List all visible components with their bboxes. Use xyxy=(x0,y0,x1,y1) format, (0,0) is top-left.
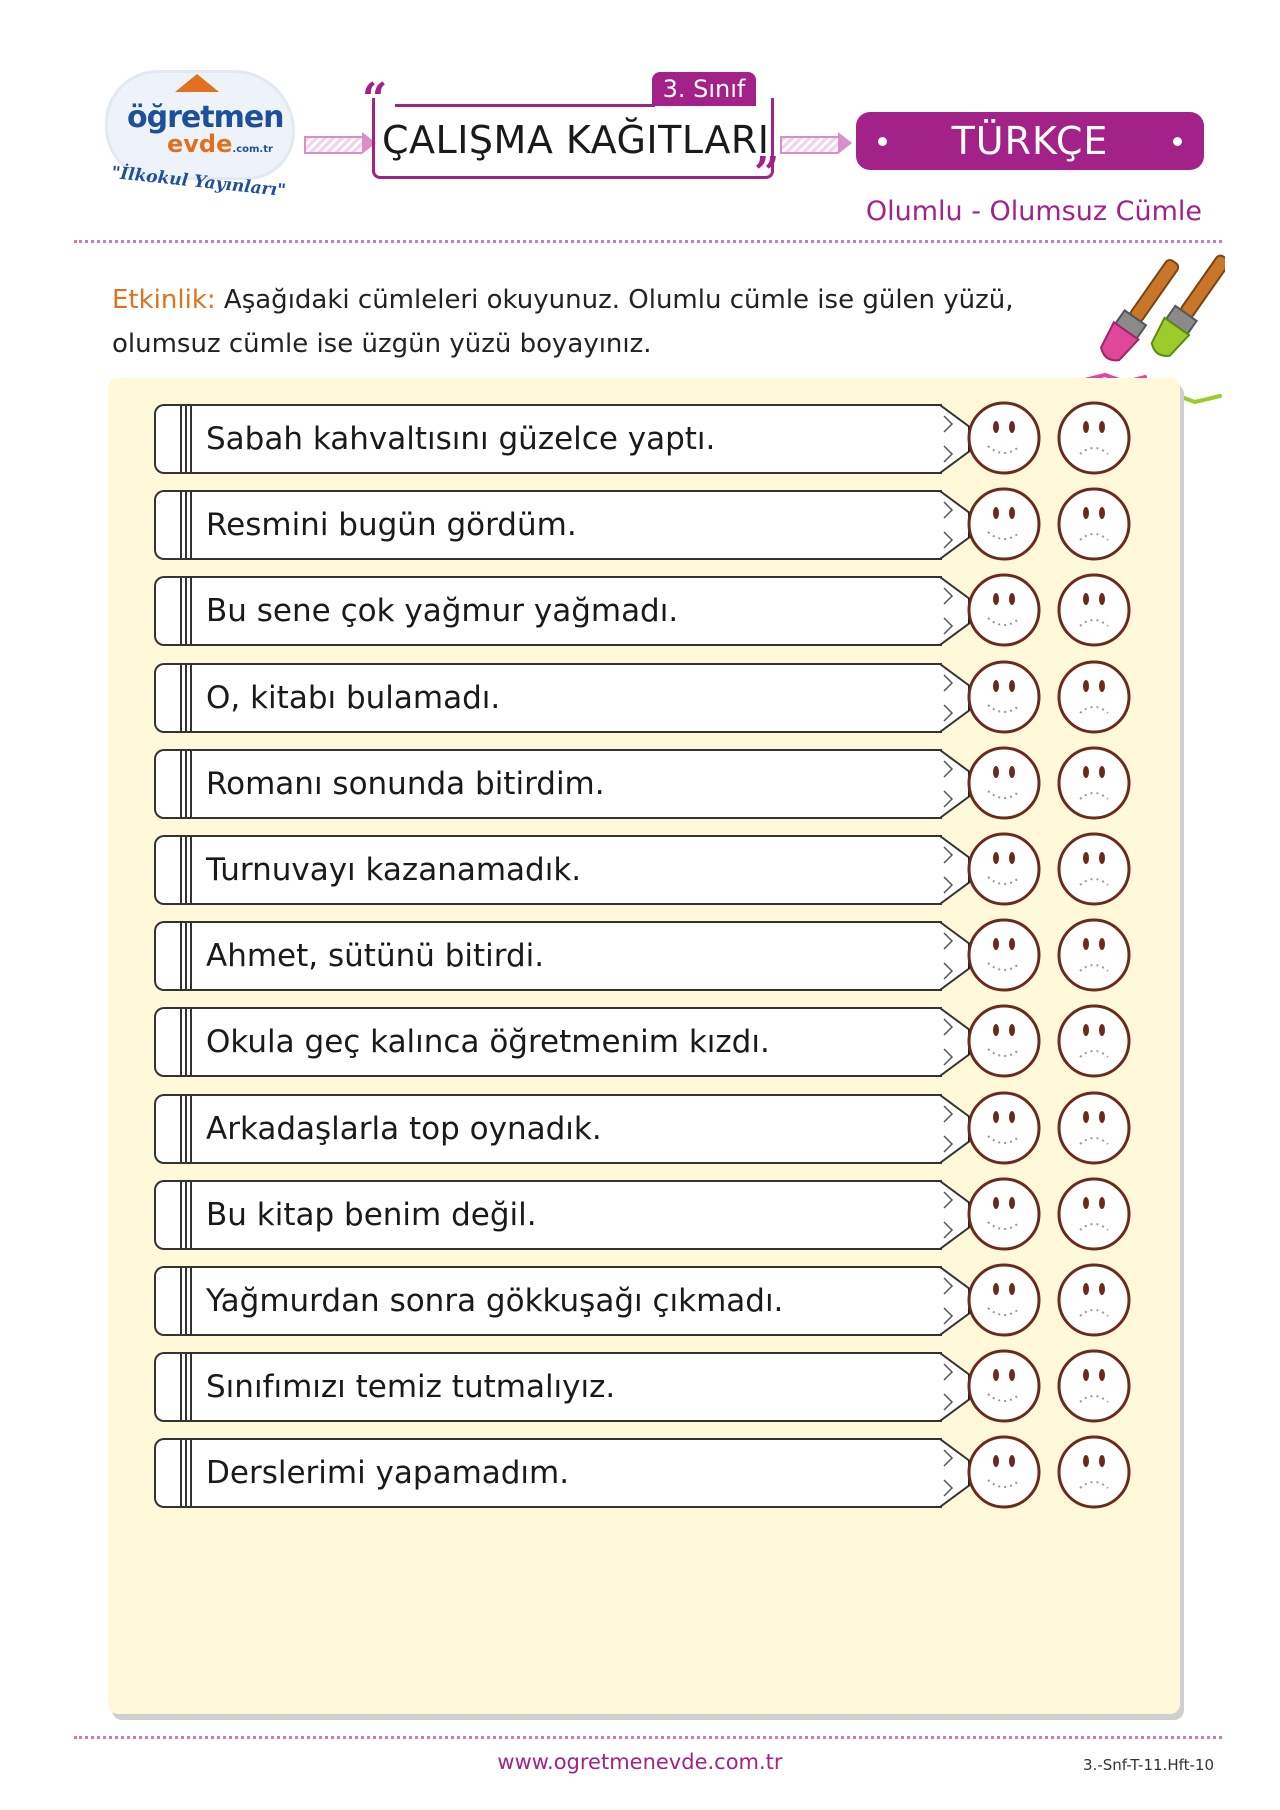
pencil-icon xyxy=(154,921,942,991)
activity-instruction xyxy=(112,278,1052,366)
pencil-icon xyxy=(154,576,942,646)
pencil-ferrule xyxy=(180,1096,192,1162)
pencil-icon xyxy=(154,404,942,474)
sad-face-icon[interactable] xyxy=(1056,1003,1132,1079)
pencil-ferrule xyxy=(180,1009,192,1075)
footer-divider xyxy=(74,1736,1222,1739)
pencil-icon xyxy=(154,1180,942,1250)
logo-brand-line1: öğretmen xyxy=(127,100,284,135)
pencil-ferrule xyxy=(180,837,192,903)
open-quote-icon: “ xyxy=(362,74,388,125)
sentence-text: O, kitabı bulamadı. xyxy=(206,679,501,716)
topic-title: Olumlu - Olumsuz Cümle xyxy=(865,196,1202,227)
page-title: ÇALIŞMA KAĞITLARI xyxy=(382,118,770,162)
sentence-row xyxy=(154,663,1134,739)
sad-face-icon[interactable] xyxy=(1056,917,1132,993)
sentence-text: Romanı sonunda bitirdim. xyxy=(206,765,605,802)
logo-domain-suffix: .com.tr xyxy=(232,144,273,155)
logo-house-roof-icon xyxy=(175,74,219,92)
pencil-icon xyxy=(154,1007,942,1077)
happy-face-icon[interactable] xyxy=(966,1003,1042,1079)
pencil-ferrule xyxy=(180,492,192,558)
sentence-text: Sabah kahvaltısını güzelce yaptı. xyxy=(206,421,716,457)
brand-logo xyxy=(105,60,305,210)
pencil-icon xyxy=(154,663,942,733)
sentence-text: Ahmet, sütünü bitirdi. xyxy=(206,938,545,975)
sentence-text: Resmini bugün gördüm. xyxy=(206,507,577,544)
sentence-row xyxy=(154,1007,1134,1083)
sad-face-icon[interactable] xyxy=(1056,1176,1132,1252)
header-divider xyxy=(74,240,1222,243)
sentence-text: Bu kitap benim değil. xyxy=(206,1196,537,1233)
sentence-text: Arkadaşlarla top oynadık. xyxy=(206,1110,602,1147)
pencil-ferrule xyxy=(180,751,192,817)
sad-face-icon[interactable] xyxy=(1056,400,1132,476)
sentence-text: Okula geç kalınca öğretmenim kızdı. xyxy=(206,1024,770,1061)
pencil-ferrule xyxy=(180,406,192,472)
pencil-icon xyxy=(154,1438,942,1508)
happy-face-icon[interactable] xyxy=(966,486,1042,562)
sentence-row xyxy=(154,1094,1134,1170)
pencil-ferrule xyxy=(180,1354,192,1420)
logo-brand-line2 xyxy=(167,130,273,158)
sad-face-icon[interactable] xyxy=(1056,572,1132,648)
sentence-row xyxy=(154,921,1134,997)
sentence-row xyxy=(154,404,1134,480)
happy-face-icon[interactable] xyxy=(966,1176,1042,1252)
pencil-ferrule xyxy=(180,1440,192,1506)
happy-face-icon[interactable] xyxy=(966,1262,1042,1338)
happy-face-icon[interactable] xyxy=(966,659,1042,735)
close-quote-icon: ” xyxy=(754,148,780,199)
happy-face-icon[interactable] xyxy=(966,400,1042,476)
pencil-icon xyxy=(154,1094,942,1164)
sentence-row xyxy=(154,749,1134,825)
pencil-icon xyxy=(154,835,942,905)
sentence-text: Yağmurdan sonra gökkuşağı çıkmadı. xyxy=(206,1283,784,1319)
logo-brand-line2-text: evde xyxy=(167,130,233,158)
sad-face-icon[interactable] xyxy=(1056,1262,1132,1338)
decorative-arrow-icon xyxy=(780,136,838,154)
pencil-icon xyxy=(154,1352,942,1422)
activity-label: Etkinlik: xyxy=(112,285,216,315)
footer-website: www.ogretmenevde.com.tr xyxy=(497,1750,783,1774)
sentence-row xyxy=(154,1180,1134,1256)
sad-face-icon[interactable] xyxy=(1056,745,1132,821)
sad-face-icon[interactable] xyxy=(1056,659,1132,735)
sad-face-icon[interactable] xyxy=(1056,831,1132,907)
sentence-text: Sınıfımızı temiz tutmalıyız. xyxy=(206,1369,616,1406)
pencil-icon xyxy=(154,749,942,819)
pencil-ferrule xyxy=(180,1182,192,1248)
footer-page-code: 3.-Snf-T-11.Hft-10 xyxy=(1083,1756,1214,1774)
sentence-row xyxy=(154,576,1134,652)
happy-face-icon[interactable] xyxy=(966,917,1042,993)
sad-face-icon[interactable] xyxy=(1056,1348,1132,1424)
decorative-arrow-icon xyxy=(304,136,362,154)
sentence-row xyxy=(154,1352,1134,1428)
pencil-ferrule xyxy=(180,1268,192,1334)
sentence-row xyxy=(154,835,1134,911)
pencil-icon xyxy=(154,1266,942,1336)
activity-text: Aşağıdaki cümleleri okuyunuz. Olumlu cümle ise gülen yüzü, olumsuz cümle ise üzgün yüzü boyayınız. xyxy=(112,285,1014,359)
sentence-text: Bu sene çok yağmur yağmadı. xyxy=(206,593,679,630)
logo-tagline: "İlkokul Yayınları" xyxy=(110,162,287,202)
sentence-row xyxy=(154,1438,1134,1514)
sentence-row xyxy=(154,490,1134,566)
happy-face-icon[interactable] xyxy=(966,1348,1042,1424)
sad-face-icon[interactable] xyxy=(1056,1090,1132,1166)
sentence-row xyxy=(154,1266,1134,1342)
pencil-ferrule xyxy=(180,665,192,731)
happy-face-icon[interactable] xyxy=(966,831,1042,907)
happy-face-icon[interactable] xyxy=(966,1090,1042,1166)
pencil-icon xyxy=(154,490,942,560)
subject-badge: TÜRKÇE xyxy=(856,112,1204,170)
sentence-text: Derslerimi yapamadım. xyxy=(206,1455,570,1492)
sad-face-icon[interactable] xyxy=(1056,1434,1132,1510)
grade-badge: 3. Sınıf xyxy=(652,72,756,106)
happy-face-icon[interactable] xyxy=(966,572,1042,648)
happy-face-icon[interactable] xyxy=(966,1434,1042,1510)
sentence-text: Turnuvayı kazanamadık. xyxy=(206,852,582,888)
pencil-ferrule xyxy=(180,923,192,989)
pencil-ferrule xyxy=(180,578,192,644)
happy-face-icon[interactable] xyxy=(966,745,1042,821)
sad-face-icon[interactable] xyxy=(1056,486,1132,562)
